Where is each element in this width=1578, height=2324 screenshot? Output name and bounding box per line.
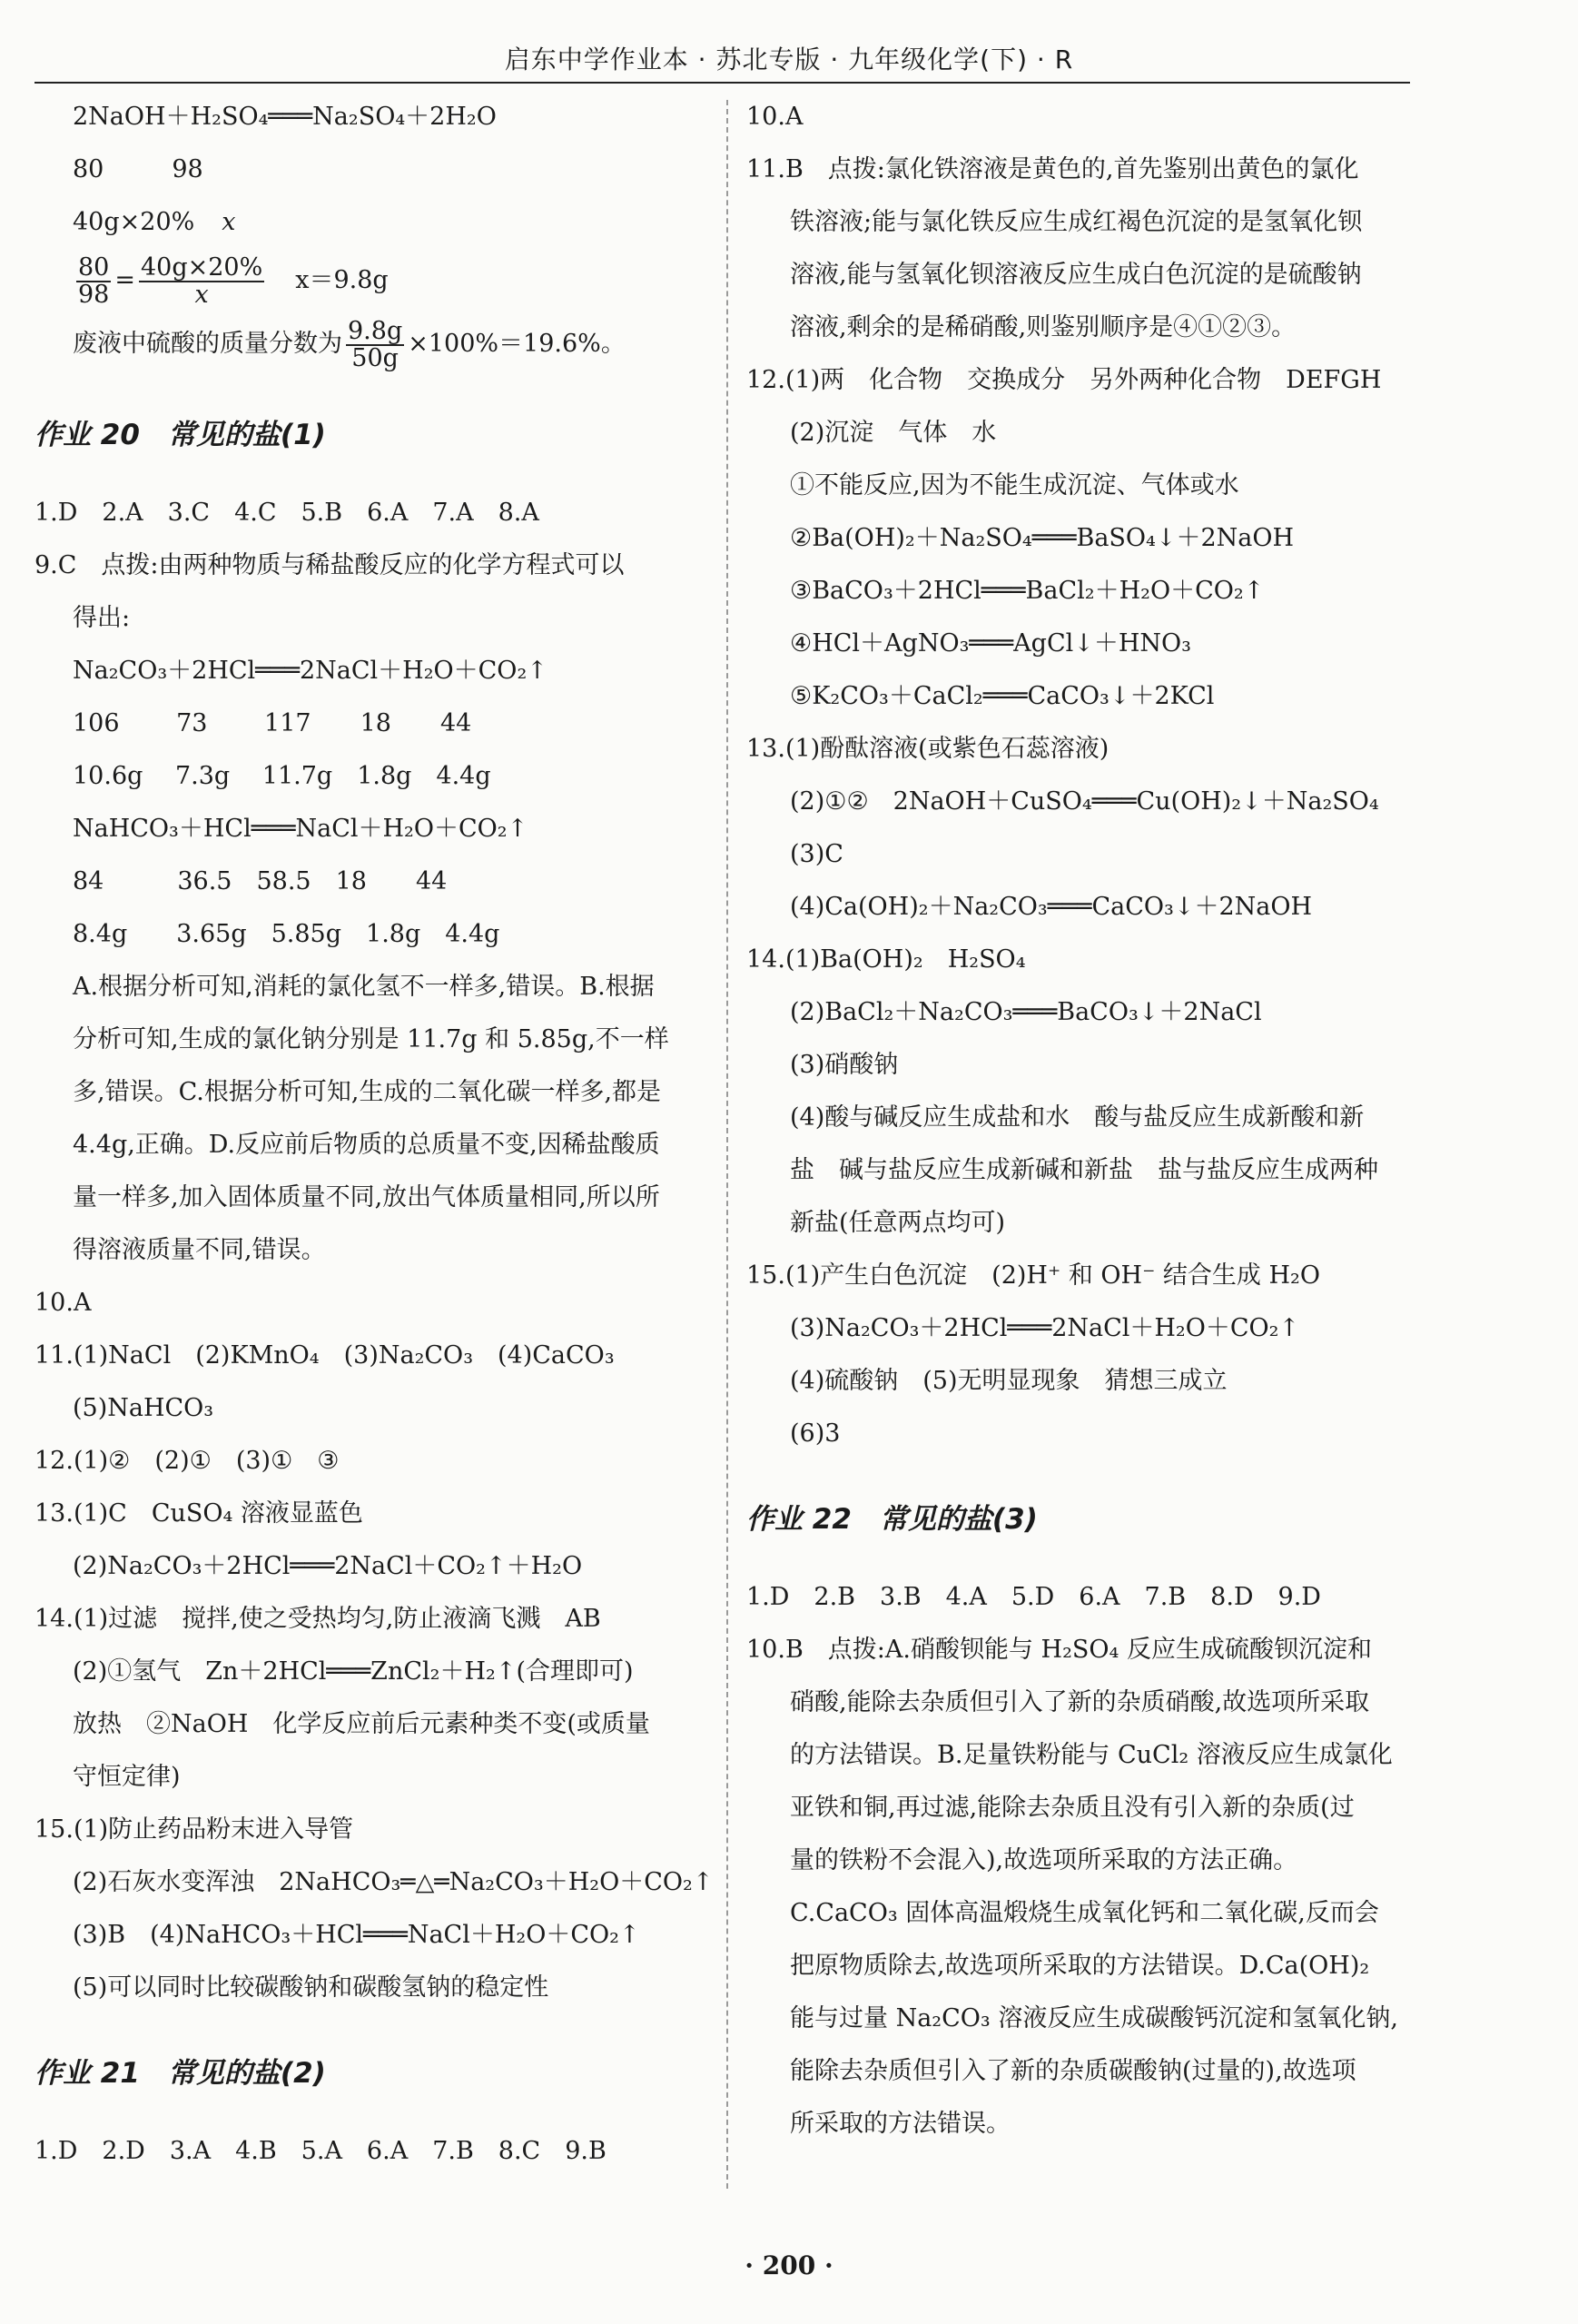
calc-qty-row [35, 196, 706, 249]
explanation-line: 量一样多,加入固体质量不同,放出气体质量相同,所以所 [73, 1183, 660, 1211]
explanation-line: 分析可知,生成的氯化钠分别是 11.7g 和 5.85g,不一样 [73, 1025, 669, 1053]
right-column [746, 91, 1414, 2151]
answer-line: 得出: [73, 604, 131, 632]
explanation-line: 得溶液质量不同,错误。 [73, 1236, 326, 1264]
explanation-line: 铁溶液;能与氯化铁反应生成红褐色沉淀的是氢氧化钡 [790, 208, 1363, 236]
answer-line: 15.(1)产生白色沉淀 (2)H⁺ 和 OH⁻ 结合生成 H₂O [746, 1261, 1320, 1290]
equation-line: (3)Na₂CO₃＋2HCl═══2NaCl＋H₂O＋CO₂↑ [790, 1314, 1300, 1342]
equation-line: (4)Ca(OH)₂＋Na₂CO₃═══CaCO₃↓＋2NaOH [790, 893, 1313, 921]
page-number: · 200 · [745, 2250, 833, 2280]
calc-q2: x [222, 208, 236, 236]
answer-line: (6)3 [790, 1419, 841, 1448]
mass-row: 106 73 117 18 44 [73, 709, 472, 737]
section-title-20: 作业 20 常见的盐(1) [35, 419, 326, 451]
answer-line: 1.D 2.D 3.A 4.B 5.A 6.A 7.B 8.C 9.B [35, 2137, 607, 2165]
explanation-line: C.CaCO₃ 固体高温煅烧生成氧化钙和二氧化碳,反而会 [790, 1899, 1379, 1927]
answer-line: 13.(1)C CuSO₄ 溶液显蓝色 [35, 1499, 363, 1528]
equation-line: ④HCl＋AgNO₃═══AgCl↓＋HNO₃ [790, 629, 1192, 658]
calc-fraction-1: $\frac{80}{98}$ [78, 252, 110, 309]
calc-fraction-3: $\frac{9.8g}{50g}$ [348, 316, 403, 372]
calc-result: x＝9.8g [295, 266, 389, 294]
answer-line: 12.(1)两 化合物 交换成分 另外两种化合物 DEFGH [746, 366, 1382, 394]
answer-line: 9.C 点拨:由两种物质与稀盐酸反应的化学方程式可以 [35, 551, 625, 579]
answer-line: ①不能反应,因为不能生成沉淀、气体或水 [790, 471, 1239, 499]
explanation-line: 4.4g,正确。D.反应前后物质的总质量不变,因稀盐酸质 [73, 1131, 660, 1159]
calc-proportion: $\frac{80}{98}$ = $\frac{40g\times 20\%}{x}$ x＝9.8g [78, 252, 389, 309]
answer-line: 10.A [746, 103, 804, 131]
answer-line: (3)C [790, 840, 843, 868]
equation-line: ③BaCO₃＋2HCl═══BaCl₂＋H₂O＋CO₂↑ [790, 577, 1265, 605]
equation-line: Na₂CO₃＋2HCl═══2NaCl＋H₂O＋CO₂↑ [73, 657, 547, 685]
explanation-line: 的方法错误。B.足量铁粉能与 CuCl₂ 溶液反应生成氯化 [790, 1741, 1393, 1769]
explanation-line: 量的铁粉不会混入),故选项所采取的方法正确。 [790, 1846, 1298, 1874]
explanation-line: A.根据分析可知,消耗的氯化氢不一样多,错误。B.根据 [73, 973, 655, 1001]
calc-concentration: 废液中硫酸的质量分数为 $\frac{9.8g}{50g}$ ×100%＝19.6%。 [73, 316, 626, 372]
answer-line: (5)可以同时比较碳酸钠和碳酸氢钠的稳定性 [73, 1973, 549, 2002]
answer-line: 10.B 点拨:A.硝酸钡能与 H₂SO₄ 反应生成硫酸钡沉淀和 [746, 1636, 1372, 1664]
section-title-21: 作业 21 常见的盐(2) [35, 2057, 326, 2090]
mass-row: 8.4g 3.65g 5.85g 1.8g 4.4g [73, 920, 500, 948]
answer-line: (5)NaHCO₃ [73, 1394, 214, 1422]
answer-line: 12.(1)② (2)① (3)① ③ [35, 1447, 340, 1475]
answer-line: (3)硝酸钠 [790, 1051, 899, 1079]
answer-line: 1.D 2.B 3.B 4.A 5.D 6.A 7.B 8.D 9.D [746, 1583, 1321, 1611]
explanation-line: 把原物质除去,故选项所采取的方法错误。D.Ca(OH)₂ [790, 1952, 1370, 1980]
calc-equation: 2NaOH＋H₂SO₄═══Na₂SO₄＋2H₂O [73, 103, 497, 131]
equation-line: ②Ba(OH)₂＋Na₂SO₄═══BaSO₄↓＋2NaOH [790, 524, 1295, 552]
answer-line: (4)酸与碱反应生成盐和水 酸与盐反应生成新酸和新 [790, 1103, 1365, 1132]
equation-line: NaHCO₃＋HCl═══NaCl＋H₂O＋CO₂↑ [73, 815, 528, 843]
answer-line: (4)硫酸钠 (5)无明显现象 猜想三成立 [790, 1367, 1228, 1395]
calc-molar-row [35, 143, 706, 196]
answer-line: 14.(1)Ba(OH)₂ H₂SO₄ [746, 945, 1026, 974]
answer-line: 10.A [35, 1289, 92, 1317]
explanation-line: 所采取的方法错误。 [790, 2110, 1011, 2138]
explanation-line: 溶液,剩余的是稀硝酸,则鉴别顺序是④①②③。 [790, 313, 1297, 341]
answer-line: 放热 ②NaOH 化学反应前后元素种类不变(或质量 [73, 1710, 650, 1738]
answer-line: 盐 碱与盐反应生成新碱和新盐 盐与盐反应生成两种 [790, 1156, 1378, 1184]
answer-line: 守恒定律) [73, 1763, 181, 1791]
calc-m1: 80 [73, 155, 104, 183]
left-column [35, 91, 714, 2178]
equation-line: ⑤K₂CO₃＋CaCl₂═══CaCO₃↓＋2KCl [790, 682, 1215, 710]
answer-line: 1.D 2.A 3.C 4.C 5.B 6.A 7.A 8.A [35, 499, 539, 527]
column-divider [726, 100, 728, 2189]
answer-line: (3)B (4)NaHCO₃＋HCl═══NaCl＋H₂O＋CO₂↑ [73, 1921, 640, 1949]
calc-fraction-2: $\frac{40g\times 20\%}{x}$ [140, 252, 263, 309]
mass-row: 84 36.5 58.5 18 44 [73, 867, 448, 895]
running-header: 启东中学作业本 · 苏北专版 · 九年级化学(下) · R [504, 45, 1074, 74]
explanation-line: 溶液,能与氢氧化钡溶液反应生成白色沉淀的是硫酸钠 [790, 261, 1362, 289]
header-rule [35, 82, 1410, 84]
answer-line: 11.B 点拨:氯化铁溶液是黄色的,首先鉴别出黄色的氯化 [746, 155, 1359, 183]
calc-q1: 40g×20% [73, 208, 195, 236]
answer-line: (2)Na₂CO₃＋2HCl═══2NaCl＋CO₂↑＋H₂O [73, 1552, 583, 1580]
explanation-line: 能除去杂质但引入了新的杂质碳酸钠(过量的),故选项 [790, 2057, 1356, 2085]
answer-line: (2)①氢气 Zn＋2HCl═══ZnCl₂＋H₂↑(合理即可) [73, 1657, 634, 1686]
answer-line: 新盐(任意两点均可) [790, 1209, 1006, 1237]
explanation-line: 能与过量 Na₂CO₃ 溶液反应生成碳酸钙沉淀和氢氧化钠, [790, 2004, 1398, 2032]
answer-line: (2)沉淀 气体 水 [790, 419, 997, 447]
calc-m2: 98 [172, 155, 203, 183]
explanation-line: 亚铁和铜,再过滤,能除去杂质且没有引入新的杂质(过 [790, 1794, 1355, 1822]
answer-line: 15.(1)防止药品粉末进入导管 [35, 1815, 354, 1844]
explanation-line: 硝酸,能除去杂质但引入了新的杂质硝酸,故选项所采取 [790, 1688, 1370, 1716]
equation-line: (2)BaCl₂＋Na₂CO₃═══BaCO₃↓＋2NaCl [790, 998, 1262, 1026]
answer-line: (2)石灰水变浑浊 2NaHCO₃═△═Na₂CO₃＋H₂O＋CO₂↑ [73, 1868, 714, 1896]
mass-row: 10.6g 7.3g 11.7g 1.8g 4.4g [73, 762, 491, 790]
explanation-line: 多,错误。C.根据分析可知,生成的二氧化碳一样多,都是 [73, 1078, 662, 1106]
answer-line: 14.(1)过滤 搅拌,使之受热均匀,防止液滴飞溅 AB [35, 1605, 601, 1633]
answer-line: 13.(1)酚酞溶液(或紫色石蕊溶液) [746, 735, 1110, 763]
answer-line: 11.(1)NaCl (2)KMnO₄ (3)Na₂CO₃ (4)CaCO₃ [35, 1341, 615, 1370]
section-title-22: 作业 22 常见的盐(3) [746, 1503, 1038, 1536]
equation-line: (2)①② 2NaOH＋CuSO₄═══Cu(OH)₂↓＋Na₂SO₄ [790, 787, 1379, 816]
